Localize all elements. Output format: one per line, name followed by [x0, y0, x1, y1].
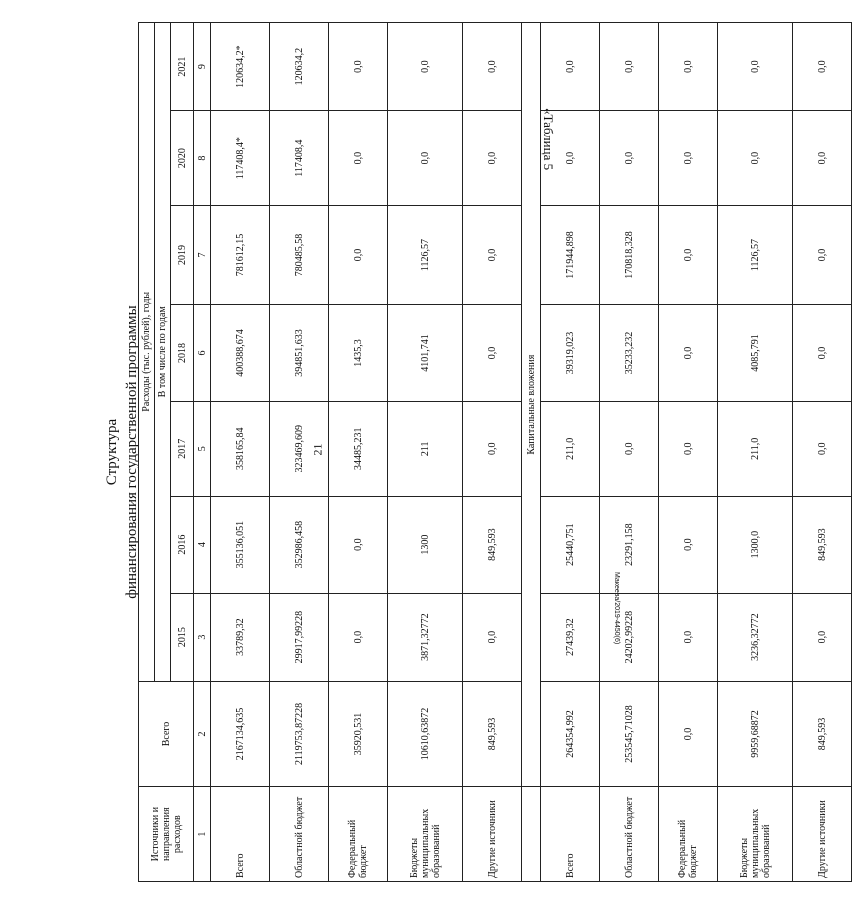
value-cell: 4101,741	[388, 305, 463, 402]
year-2019: 2019	[171, 205, 194, 304]
table-row	[541, 23, 600, 882]
value-cell: 780485,58	[270, 205, 329, 304]
value-cell: 0,0	[463, 593, 522, 681]
table-row	[211, 23, 270, 882]
value-cell: 0,0	[659, 111, 718, 206]
value-cell: 35233,232	[600, 305, 659, 402]
value-cell: 9959,68872	[718, 681, 793, 787]
capital-rows	[541, 23, 852, 882]
value-cell: 0,0	[388, 23, 463, 111]
value-cell: 10610,63872	[388, 681, 463, 787]
value-cell: 24202,99228	[600, 593, 659, 681]
value-cell: 2167134,635	[211, 681, 270, 787]
index-cell: 4	[194, 496, 211, 593]
table-row	[600, 23, 659, 882]
table-row	[463, 23, 522, 882]
row-label: Федеральный бюджет	[659, 787, 718, 882]
value-cell: 1126,57	[388, 205, 463, 304]
value-cell: 358165,84	[211, 401, 270, 496]
value-cell: 400388,674	[211, 305, 270, 402]
value-cell: 117408,4	[270, 111, 329, 206]
table-row	[659, 23, 718, 882]
value-cell: 0,0	[329, 205, 388, 304]
value-cell: 0,0	[659, 593, 718, 681]
value-cell: 0,0	[659, 681, 718, 787]
row-label: Другие источники	[793, 787, 852, 882]
index-cell: 7	[194, 205, 211, 304]
value-cell: 849,593	[463, 681, 522, 787]
value-cell: 0,0	[793, 401, 852, 496]
value-cell: 1300,0	[718, 496, 793, 593]
financing-table	[138, 22, 852, 882]
index-cell: 8	[194, 111, 211, 206]
value-cell: 0,0	[463, 23, 522, 111]
header-expenses: Расходы (тыс. рублей), годы	[139, 23, 155, 682]
value-cell: 0,0	[793, 111, 852, 206]
value-cell: 0,0	[659, 305, 718, 402]
table-subtitle: финансирования государственной программы	[124, 305, 140, 599]
year-2017: 2017	[171, 401, 194, 496]
value-cell: 29917,99228	[270, 593, 329, 681]
value-cell: 0,0	[463, 205, 522, 304]
value-cell: 0,0	[793, 305, 852, 402]
index-cell: 9	[194, 23, 211, 111]
value-cell: 394851,633	[270, 305, 329, 402]
value-cell: 3871,32772	[388, 593, 463, 681]
total-rows	[211, 23, 522, 882]
year-2016: 2016	[171, 496, 194, 593]
value-cell: 211,0	[541, 401, 600, 496]
value-cell: 0,0	[600, 23, 659, 111]
row-label: Бюджеты муниципальных образований	[718, 787, 793, 882]
value-cell: 0,0	[329, 496, 388, 593]
value-cell: 0,0	[793, 593, 852, 681]
value-cell: 23291,158	[600, 496, 659, 593]
year-2021: 2021	[171, 23, 194, 111]
table-row	[718, 23, 793, 882]
value-cell: 355136,051	[211, 496, 270, 593]
value-cell: 1435,3	[329, 305, 388, 402]
value-cell: 0,0	[463, 305, 522, 402]
value-cell: 0,0	[329, 23, 388, 111]
table-row	[793, 23, 852, 882]
value-cell: 211,0	[718, 401, 793, 496]
value-cell: 4085,791	[718, 305, 793, 402]
value-cell: 0,0	[659, 205, 718, 304]
value-cell: 0,0	[659, 401, 718, 496]
row-label: Всего	[211, 787, 270, 882]
value-cell: 2119753,87228	[270, 681, 329, 787]
value-cell: 849,593	[793, 681, 852, 787]
value-cell: 0,0	[600, 111, 659, 206]
page-number: 21	[310, 443, 325, 456]
value-cell: 0,0	[329, 593, 388, 681]
index-cell: 2	[194, 681, 211, 787]
value-cell: 0,0	[793, 205, 852, 304]
value-cell: 0,0	[659, 23, 718, 111]
value-cell: 0,0	[718, 23, 793, 111]
value-cell: 253545,71028	[600, 681, 659, 787]
year-2015: 2015	[171, 593, 194, 681]
value-cell: 3236,32772	[718, 593, 793, 681]
section-capital: Капитальные вложения	[522, 23, 541, 787]
row-label: Бюджеты муниципальных образований	[388, 787, 463, 882]
document-code: Макеева/2019-4450(6)	[613, 572, 620, 645]
value-cell: 211	[388, 401, 463, 496]
header-total: Всего	[139, 681, 194, 787]
value-cell: 352986,458	[270, 496, 329, 593]
row-label: Другие источники	[463, 787, 522, 882]
value-cell: 1126,57	[718, 205, 793, 304]
value-cell: 264354,992	[541, 681, 600, 787]
table-row	[388, 23, 463, 882]
table-row	[329, 23, 388, 882]
section-spacer	[522, 787, 541, 882]
index-cell: 3	[194, 593, 211, 681]
value-cell: 34485,231	[329, 401, 388, 496]
value-cell: 25440,751	[541, 496, 600, 593]
table-caption: «Таблица 5	[541, 108, 556, 171]
row-label: Всего	[541, 787, 600, 882]
index-cell: 6	[194, 305, 211, 402]
rotated-content	[100, 12, 828, 892]
row-label: Областной бюджет	[600, 787, 659, 882]
value-cell: 0,0	[329, 111, 388, 206]
year-2018: 2018	[171, 305, 194, 402]
value-cell: 171944,898	[541, 205, 600, 304]
value-cell: 1300	[388, 496, 463, 593]
header-by-years: В том числе по годам	[155, 23, 171, 682]
value-cell: 0,0	[463, 111, 522, 206]
value-cell: 35920,531	[329, 681, 388, 787]
header-sources: Источники и направления расходов	[139, 787, 194, 882]
value-cell: 117408,4*	[211, 111, 270, 206]
value-cell: 120634,2	[270, 23, 329, 111]
value-cell: 849,593	[463, 496, 522, 593]
value-cell: 0,0	[600, 401, 659, 496]
table-title: Структура	[104, 418, 120, 486]
row-label: Областной бюджет	[270, 787, 329, 882]
index-cell: 1	[194, 787, 211, 882]
value-cell: 323469,609	[270, 401, 329, 496]
index-row	[194, 23, 211, 882]
row-label: Федеральный бюджет	[329, 787, 388, 882]
value-cell: 0,0	[793, 23, 852, 111]
index-cell: 5	[194, 401, 211, 496]
value-cell: 0,0	[463, 401, 522, 496]
value-cell: 170818,328	[600, 205, 659, 304]
value-cell: 0,0	[718, 111, 793, 206]
value-cell: 33789,32	[211, 593, 270, 681]
value-cell: 0,0	[659, 496, 718, 593]
value-cell: 0,0	[388, 111, 463, 206]
value-cell: 120634,2*	[211, 23, 270, 111]
value-cell: 27439,32	[541, 593, 600, 681]
value-cell: 0,0	[541, 23, 600, 111]
value-cell: 39319,023	[541, 305, 600, 402]
year-2020: 2020	[171, 111, 194, 206]
value-cell: 849,593	[793, 496, 852, 593]
value-cell: 781612,15	[211, 205, 270, 304]
table-row	[270, 23, 329, 882]
value-cell: 0,0	[541, 111, 600, 206]
